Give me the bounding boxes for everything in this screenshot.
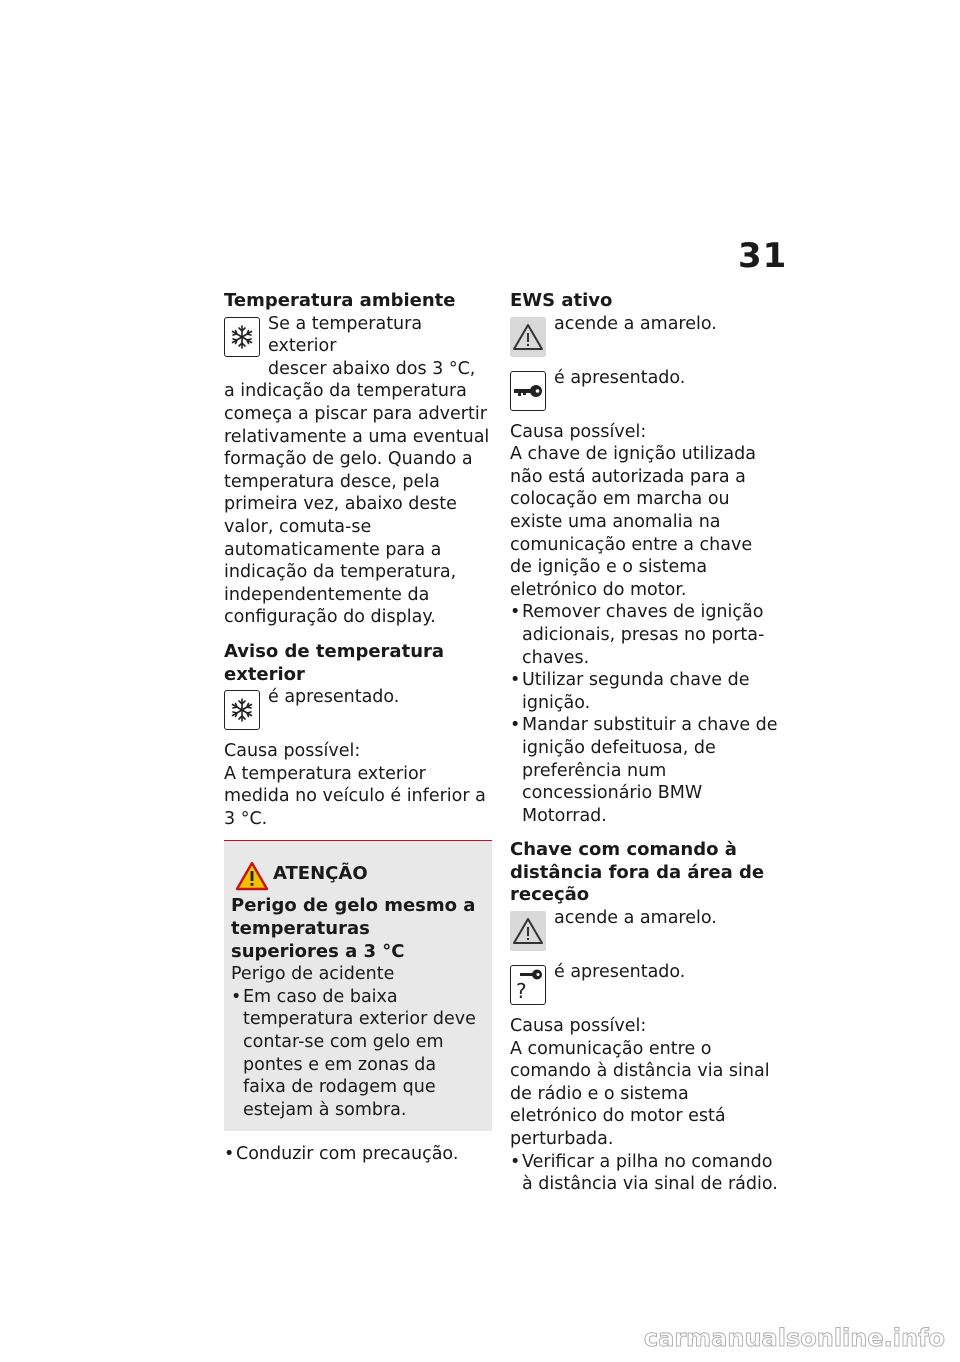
key-question-displayed-text: é apresentado. — [554, 962, 686, 983]
snowflake-row — [224, 313, 492, 381]
svg-text:?: ? — [516, 979, 527, 1003]
snowflake-displayed-text: é apresentado. — [268, 687, 400, 708]
cause-label: Causa possível: — [224, 741, 361, 762]
warning-bullets — [231, 986, 482, 1122]
section-heading-outside-temp-warning: Aviso de temperatura exterior — [224, 640, 445, 685]
key-question-row — [510, 961, 778, 1007]
section-heading-remote-out-of-range: Chave com comando à distância fora da área de receção — [510, 839, 765, 906]
final-bullets — [224, 1143, 492, 1166]
watermark — [560, 1322, 950, 1354]
cause-label: Causa possível: — [510, 1016, 647, 1037]
warning-lights-yellow-text: acende a amarelo. — [554, 313, 717, 334]
warning-row-2 — [510, 907, 778, 953]
snowflake-row-2 — [224, 686, 492, 732]
watermark-text: carmanualsonline.info — [643, 1324, 945, 1352]
key-question-icon — [510, 965, 546, 1005]
list-item: • Conduzir com precaução. — [224, 1143, 492, 1166]
snowflake-icon — [224, 317, 260, 357]
warning-box — [224, 840, 492, 1131]
snowflake-text-line-1: Se a temperatura exterior — [268, 313, 423, 357]
left-column — [224, 290, 492, 1166]
section-heading-ambient-temperature: Temperatura ambiente — [224, 290, 456, 311]
cause-text: A comunicação entre o comando à distância via sinal de rádio e o sistema eletrónico do motor está perturbada. — [510, 1038, 770, 1150]
warning-triangle-icon — [235, 861, 269, 891]
list-item: • Verificar a pilha no comando à distância via sinal de rádio. — [510, 1151, 778, 1196]
ews-bullets — [510, 601, 778, 827]
list-item: • Utilizar segunda chave de ignição. — [510, 669, 778, 714]
list-item: • Mandar substituir a chave de ignição defeituosa, de preferência num concessionário BMW Motorrad. — [510, 714, 778, 827]
right-column — [510, 290, 778, 1196]
remote-bullets — [510, 1151, 778, 1196]
ambient-temperature-body: a indicação da temperatura começa a piscar para advertir relativamente a uma eventual formação de gelo. Quando a temperatura desce, pela primeira vez, abaixo deste valor, comuta-se automaticamente para a indicação da temperatura, independentemente da configuração do display. — [224, 381, 490, 628]
cause-text: A chave de ignição utilizada não está autorizada para a colocação em marcha ou existe uma anomalia na comunicação entre a chave de ignição e o sistema eletrónico do motor. — [510, 444, 756, 600]
warning-lights-yellow-text: acende a amarelo. — [554, 908, 717, 929]
list-item: • Remover chaves de ignição adicionais, presas no porta-chaves. — [510, 601, 778, 669]
warning-bold-text: Perigo de gelo mesmo a temperaturas superiores a 3 °C — [231, 895, 476, 962]
list-item: • Em caso de baixa temperatura exterior deve contar-se com gelo em pontes e em zonas da faixa de rodagem que estejam à sombra. — [231, 986, 482, 1122]
snowflake-icon — [224, 690, 260, 730]
warning-title: ATENÇÃO — [273, 863, 368, 885]
section-heading-ews-active: EWS ativo — [510, 290, 613, 311]
page-number: 31 — [738, 236, 788, 276]
warning-triangle-icon — [510, 317, 546, 357]
cause-label: Causa possível: — [510, 421, 647, 442]
key-icon — [510, 371, 546, 411]
cause-text: A temperatura exterior medida no veículo é inferior a 3 °C. — [224, 763, 486, 829]
key-displayed-text: é apresentado. — [554, 367, 686, 388]
snowflake-text-line-2: descer abaixo dos 3 °C, — [268, 358, 476, 379]
warning-triangle-icon — [510, 911, 546, 951]
warning-row — [510, 313, 778, 359]
key-row — [510, 367, 778, 413]
warning-subtitle: Perigo de acidente — [231, 964, 395, 985]
